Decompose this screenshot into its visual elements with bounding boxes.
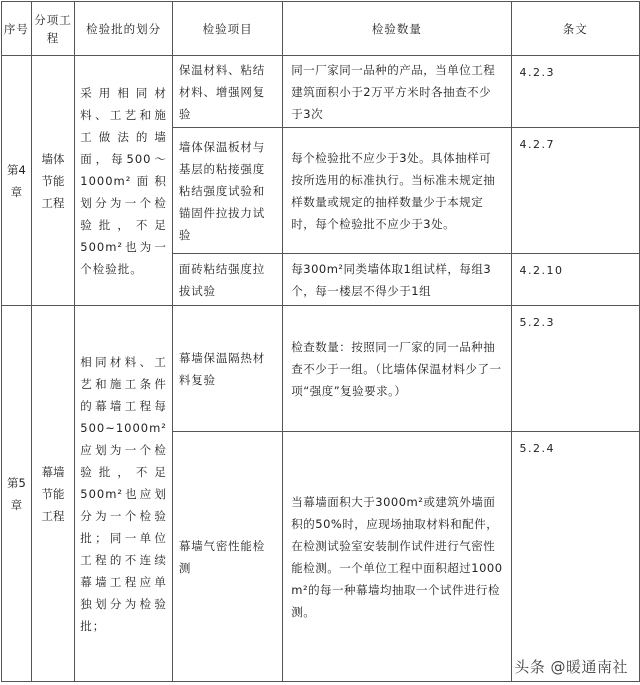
inspection-quantity: 同一厂家同一品种的产品，当单位工程建筑面积小于2万平方米时各抽查不少于3次 <box>283 56 511 128</box>
header-batch-division: 检验批的划分 <box>75 2 173 56</box>
inspection-item: 墙体保温板材与基层的粘接强度粘结强度试验和锚固件拉拔力试验 <box>172 128 282 254</box>
header-sub-project: 分项工程 <box>31 2 74 56</box>
header-inspection-quantity: 检验数量 <box>283 2 511 56</box>
inspection-quantity: 每个检验批不应少于3处。具体抽样可按所选用的标准执行。当标准未规定抽样数量或规定的抽样数量少于本规定时，每个检验批不应少于3处。 <box>283 128 511 254</box>
inspection-quantity: 检查数量：按照同一厂家的同一品种抽查不少于一组。（比墙体保温材料少了一项“强度”复验要求。） <box>283 306 511 432</box>
inspection-item: 保温材料、粘结材料、增强网复验 <box>172 56 282 128</box>
inspection-quantity: 每300m²同类墙体取1组试样，每组3个，每一楼层不得少于1组 <box>283 254 511 306</box>
table-row <box>2 306 640 432</box>
clause-number: 4.2.3 <box>511 56 639 128</box>
clause-number: 4.2.7 <box>511 128 639 254</box>
batch-division-text: 相同材料、工艺和施工条件的幕墙工程每500~1000m²应划为一个检验批，不足500m²也应划分为一个检验批；同一单位工程的不连续幕墙工程应单独划分为检验批； <box>75 306 173 682</box>
header-clause: 条文 <box>511 2 639 56</box>
sub-project-name: 幕墙节能工程 <box>31 306 74 682</box>
table-row <box>2 56 640 128</box>
inspection-item: 面砖粘结强度拉拔试验 <box>172 254 282 306</box>
clause-number: 4.2.10 <box>511 254 639 306</box>
chapter-number: 第5章 <box>2 306 32 682</box>
chapter-number: 第4章 <box>2 56 32 306</box>
clause-number: 5.2.4 <box>511 432 639 682</box>
watermark: 头条 @暖通南社 <box>514 658 628 676</box>
header-row <box>2 2 640 56</box>
sub-project-name: 墙体节能工程 <box>31 56 74 306</box>
header-inspection-item: 检验项目 <box>172 2 282 56</box>
clause-number: 5.2.3 <box>511 306 639 432</box>
inspection-table <box>1 1 640 682</box>
header-no: 序号 <box>2 2 32 56</box>
batch-division-text: 采用相同材料、工艺和施工做法的墙面，每500～1000m²面积划分为一个检验批，不足500m²也为一个检验批。 <box>75 56 173 306</box>
inspection-item: 幕墙保温隔热材料复验 <box>172 306 282 432</box>
inspection-item: 幕墙气密性能检测 <box>172 432 282 682</box>
inspection-quantity: 当幕墙面积大于3000m²或建筑外墙面积的50%时，应现场抽取材料和配件，在检测试验室安装制作试件进行气密性能检测。一个单位工程中面积超过1000 m²的每一种幕墙均抽取一个试件进行检测。 <box>283 432 511 682</box>
